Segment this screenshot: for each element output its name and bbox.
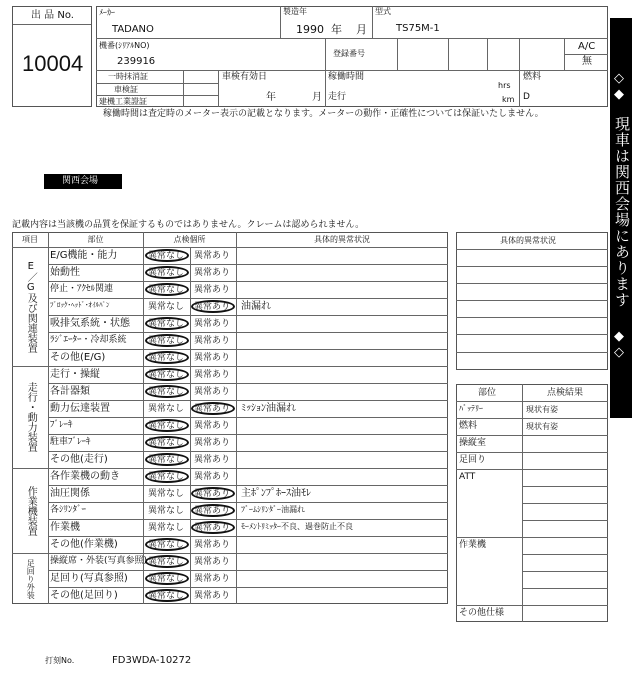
- result-header-part: 部位: [478, 388, 497, 398]
- selected-circle: [145, 555, 189, 568]
- serial-label: 機番(ｼﾘｱﾙNO): [99, 41, 150, 50]
- part-name: 各作業機の動き: [50, 471, 120, 482]
- status-ng[interactable]: 異常あり: [194, 370, 231, 380]
- note-line: [456, 300, 608, 301]
- result-part: ATT: [459, 472, 476, 482]
- selected-circle: [145, 589, 189, 602]
- selected-circle: [191, 504, 235, 517]
- status-ok[interactable]: 異常なし: [148, 387, 185, 397]
- status-ng[interactable]: 異常あり: [194, 523, 231, 533]
- table-header: 項目: [22, 235, 38, 244]
- lot-number: 10004: [22, 51, 84, 76]
- status-ok[interactable]: 異常なし: [148, 336, 185, 346]
- status-ng[interactable]: 異常あり: [194, 540, 231, 550]
- registration-label: 登録番号: [333, 49, 365, 58]
- table-header: 部位: [87, 235, 104, 244]
- model-label: 型式: [375, 7, 391, 16]
- status-ng[interactable]: 異常あり: [194, 489, 231, 499]
- selected-circle: [145, 419, 189, 432]
- serial-value: 239916: [117, 56, 156, 67]
- part-name: 動力伝達装置: [50, 403, 110, 414]
- note-line: [456, 283, 608, 284]
- result-part: 作業機: [459, 540, 487, 550]
- status-ok[interactable]: 異常なし: [148, 506, 185, 516]
- inspection-date-label: 車検有効日: [222, 72, 268, 82]
- maker-label: ﾒｰｶｰ: [99, 8, 115, 17]
- note-line: [456, 334, 608, 335]
- selected-circle: [145, 470, 189, 483]
- result-value: 現状有姿: [526, 422, 558, 431]
- part-name: 油圧関係: [50, 488, 90, 499]
- status-ng[interactable]: 異常あり: [194, 421, 231, 431]
- vehicle-cert: 車検証: [114, 85, 138, 94]
- location-banner-text: 現車は関西会場にあります: [613, 116, 631, 308]
- part-name: ﾌﾞﾚｰｷ: [50, 420, 73, 430]
- status-ok[interactable]: 異常なし: [148, 540, 185, 550]
- diamond-outline-icon: ◇: [614, 71, 624, 86]
- status-ng[interactable]: 異常あり: [194, 285, 231, 295]
- temp-cancel-cert: 一時抹消証: [108, 72, 148, 81]
- selected-circle: [145, 385, 189, 398]
- travel-unit: km: [502, 95, 515, 104]
- status-ng[interactable]: 異常あり: [194, 353, 231, 363]
- status-ng[interactable]: 異常あり: [194, 455, 231, 465]
- selected-circle: [145, 249, 189, 262]
- status-ng[interactable]: 異常あり: [194, 251, 231, 261]
- part-name: 作業機: [50, 522, 80, 533]
- engraved-number-label: 打刻No.: [45, 656, 75, 665]
- ac-value: 無: [582, 56, 592, 67]
- selected-circle: [145, 334, 189, 347]
- maker-value: TADANO: [112, 24, 154, 35]
- part-name: その他(足回り): [50, 590, 118, 601]
- result-part: ﾊﾞｯﾃﾘｰ: [459, 404, 483, 413]
- result-part: 操縦室: [459, 438, 487, 448]
- status-ok[interactable]: 異常なし: [148, 302, 185, 312]
- status-ng[interactable]: 異常あり: [194, 319, 231, 329]
- diamond-outline-icon: ◇: [614, 345, 624, 360]
- hours-unit: hrs: [498, 81, 511, 90]
- part-name: 操縦席・外装(写真参照): [50, 556, 148, 566]
- status-ok[interactable]: 異常なし: [148, 251, 185, 261]
- venue-badge-label: 関西会場: [62, 176, 99, 186]
- lot-number-box: [12, 6, 92, 107]
- status-ok[interactable]: 異常なし: [148, 591, 185, 601]
- selected-circle: [145, 572, 189, 585]
- status-ng[interactable]: 異常あり: [194, 506, 231, 516]
- part-name: 各ｼﾘﾝﾀﾞｰ: [50, 505, 87, 515]
- status-ok[interactable]: 異常なし: [148, 353, 185, 363]
- part-name: ﾌﾞﾛｯｸ･ﾍｯﾄﾞ･ｵｲﾙﾊﾟﾝ: [50, 301, 110, 309]
- selected-circle: [191, 300, 235, 313]
- part-name: その他(E/G): [50, 352, 106, 363]
- part-name: その他(走行): [50, 454, 108, 465]
- issue-note: ﾐｯｼｮﾝ油漏れ: [241, 403, 296, 414]
- selected-circle: [191, 521, 235, 534]
- construction-cert: 建機工業證証: [99, 97, 147, 106]
- result-part: 燃料: [459, 421, 478, 431]
- diamond-filled-icon: ◆: [614, 329, 624, 344]
- selected-circle: [145, 538, 189, 551]
- lot-number-label: 出 品 No.: [31, 10, 74, 21]
- part-name: ﾗｼﾞｴｰﾀｰ・冷却系統: [50, 335, 127, 345]
- location-banner: [610, 18, 632, 418]
- status-ng[interactable]: 異常あり: [194, 336, 231, 346]
- part-name: 走行・操縦: [50, 369, 100, 380]
- status-ng[interactable]: 異常あり: [194, 574, 231, 584]
- status-ok[interactable]: 異常なし: [148, 370, 185, 380]
- model-value: TS75M-1: [396, 23, 440, 34]
- group-label: 作業機装置: [25, 485, 37, 536]
- selected-circle: [191, 487, 235, 500]
- status-ng[interactable]: 異常あり: [194, 591, 231, 601]
- status-ok[interactable]: 異常なし: [148, 557, 185, 567]
- selected-circle: [145, 266, 189, 279]
- group-label: 足回り外装: [26, 558, 36, 599]
- part-name: E/G機能・能力: [50, 250, 118, 261]
- inspection-month-unit: 月: [312, 92, 322, 103]
- selected-circle: [145, 283, 189, 296]
- status-ng[interactable]: 異常あり: [194, 404, 231, 414]
- status-ok[interactable]: 異常なし: [148, 421, 185, 431]
- note-line: [456, 249, 608, 250]
- status-ng[interactable]: 異常あり: [194, 302, 231, 312]
- disclaimer: 記載内容は当該機の品質を保証するものではありません。クレームは認められません。: [12, 220, 365, 230]
- issue-note: ﾌﾞｰﾑｼﾘﾝﾀﾞｰ油漏れ: [241, 505, 305, 514]
- part-name: 足回り(写真参照): [50, 573, 128, 584]
- table-header: 具体的異常状況: [314, 235, 370, 244]
- selected-circle: [145, 368, 189, 381]
- year-label: 製造年: [283, 7, 307, 16]
- status-ok[interactable]: 異常なし: [148, 455, 185, 465]
- table-header: 点検個所: [173, 235, 206, 244]
- status-ok[interactable]: 異常なし: [148, 523, 185, 533]
- month-unit: 月: [356, 23, 367, 36]
- part-name: 吸排気系統・状態: [50, 318, 130, 329]
- engraved-number-value: FD3WDA-10272: [112, 655, 192, 666]
- note-line: [456, 352, 608, 353]
- status-ok[interactable]: 異常なし: [148, 285, 185, 295]
- note-line: [456, 317, 608, 318]
- status-ok[interactable]: 異常なし: [148, 404, 185, 414]
- side-notes-header: 具体的異常状況: [500, 236, 556, 245]
- result-part: その他仕様: [459, 608, 505, 618]
- inspection-year-unit: 年: [266, 92, 276, 103]
- year-unit: 年: [331, 23, 342, 36]
- ac-label: A/C: [578, 41, 596, 52]
- group-label: E／G及び関連装置: [25, 260, 37, 353]
- status-ok[interactable]: 異常なし: [148, 319, 185, 329]
- issue-note: 油漏れ: [241, 301, 271, 312]
- issue-note: 主ﾎﾟﾝﾌﾟﾎｰｽ油ﾓﾚ: [241, 488, 311, 499]
- diamond-filled-icon: ◆: [614, 87, 624, 102]
- issue-note: ﾓｰﾒﾝﾄﾘﾐｯﾀｰ不良、過巻防止不良: [241, 522, 353, 531]
- selected-circle: [145, 436, 189, 449]
- selected-circle: [191, 402, 235, 415]
- status-ok[interactable]: 異常なし: [148, 268, 185, 278]
- status-ok[interactable]: 異常なし: [148, 489, 185, 499]
- fuel-value: D: [523, 92, 530, 102]
- part-name: その他(作業機): [50, 539, 118, 550]
- part-name: 停止・ｱｸｾﾙ関連: [50, 284, 114, 294]
- result-header-result: 点検結果: [547, 388, 584, 398]
- status-ok[interactable]: 異常なし: [148, 438, 185, 448]
- status-ng[interactable]: 異常あり: [194, 268, 231, 278]
- note-line: [456, 266, 608, 267]
- status-ng[interactable]: 異常あり: [194, 438, 231, 448]
- selected-circle: [145, 453, 189, 466]
- hours-notice: 稼働時間は査定時のメーター表示の記載となります。メーターの動作・正確性については保証いたしません。: [103, 109, 544, 119]
- status-ng[interactable]: 異常あり: [194, 472, 231, 482]
- travel-label: 走行: [328, 92, 347, 102]
- side-notes-table: [456, 232, 608, 370]
- selected-circle: [145, 317, 189, 330]
- selected-circle: [145, 351, 189, 364]
- fuel-label: 燃料: [523, 72, 542, 82]
- result-part: 足回り: [459, 455, 487, 465]
- status-ok[interactable]: 異常なし: [148, 574, 185, 584]
- part-name: 駐車ﾌﾞﾚｰｷ: [50, 437, 91, 447]
- part-name: 始動性: [50, 267, 80, 278]
- year-value: 1990: [296, 23, 324, 36]
- status-ng[interactable]: 異常あり: [194, 557, 231, 567]
- status-ok[interactable]: 異常なし: [148, 472, 185, 482]
- part-name: 各計器類: [50, 386, 90, 397]
- status-ng[interactable]: 異常あり: [194, 387, 231, 397]
- result-value: 現状有姿: [526, 405, 558, 414]
- group-label: 走行・動力装置: [25, 382, 37, 452]
- operating-hours-label: 稼働時間: [328, 72, 365, 82]
